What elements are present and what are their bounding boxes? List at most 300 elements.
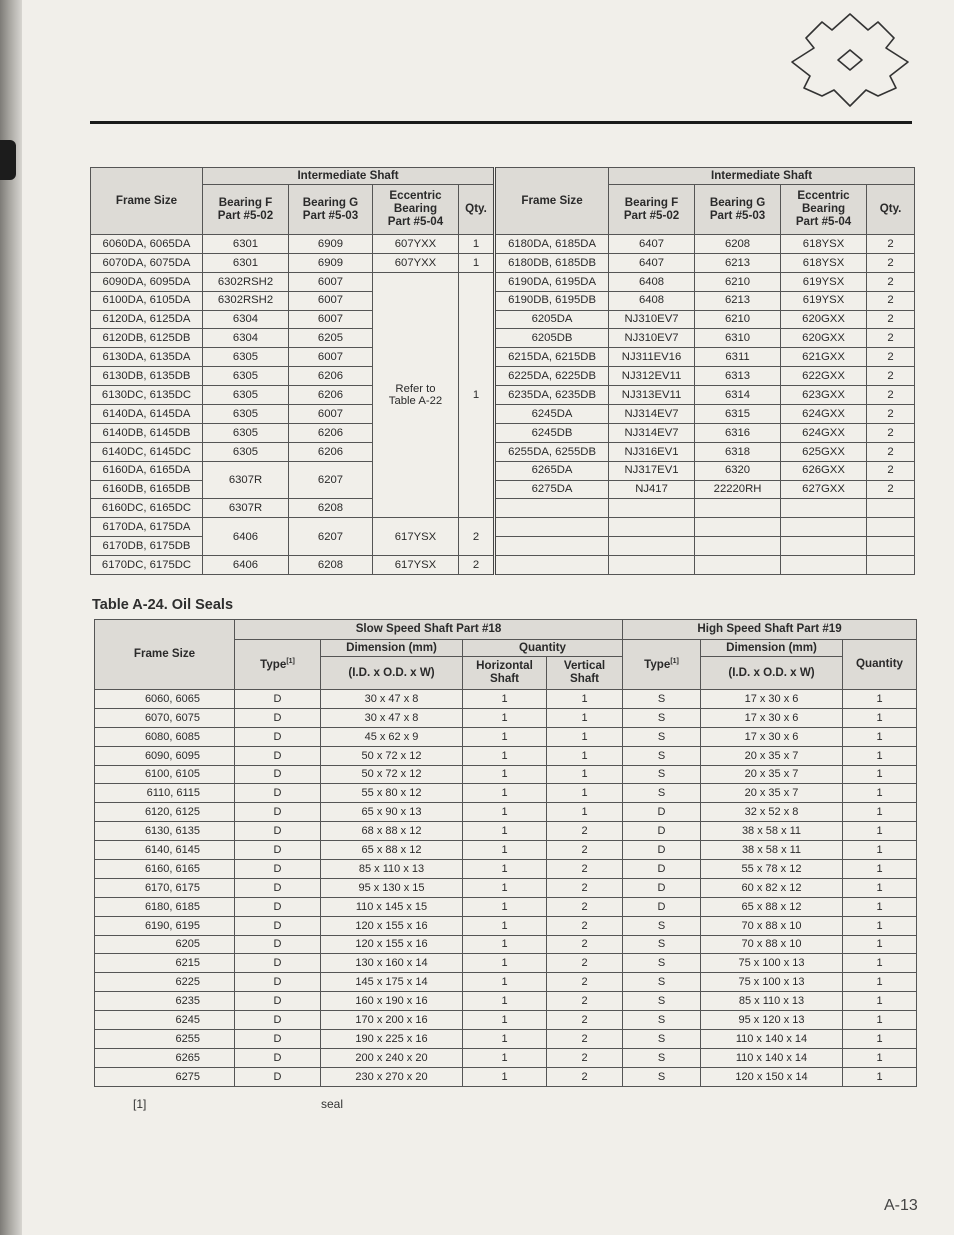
bearing-f-header: Bearing F Part #5-02 xyxy=(203,185,289,235)
slow-type-cell: D xyxy=(235,822,321,841)
eccentric-cell: 617YSX xyxy=(373,556,459,575)
frame-size-cell xyxy=(95,765,235,784)
slow-type-cell: D xyxy=(235,1048,321,1067)
horizontal-qty-cell: 1 xyxy=(463,727,547,746)
frame-size-cell xyxy=(95,746,235,765)
table-row xyxy=(91,556,915,575)
high-qty-cell: 1 xyxy=(843,1048,917,1067)
frame-size-cell: 6275DA xyxy=(495,480,609,499)
frame-size-cell: 6245DB xyxy=(495,423,609,442)
eccentric-cell: 617YSX xyxy=(373,518,459,556)
horizontal-qty-cell: 1 xyxy=(463,897,547,916)
slow-type-cell: D xyxy=(235,746,321,765)
bearing-table xyxy=(90,167,915,575)
frame-size-cell xyxy=(495,556,609,575)
frame-size-cell: 6140DC, 6145DC xyxy=(91,442,203,461)
bearing-g-cell: 6310 xyxy=(695,329,781,348)
bearing-g-cell: 6311 xyxy=(695,348,781,367)
frame-size-cell xyxy=(95,973,235,992)
table-row xyxy=(95,1048,917,1067)
bearing-f-cell: 6302RSH2 xyxy=(203,272,289,291)
slow-dimension-cell: 160 x 190 x 16 xyxy=(321,992,463,1011)
slow-type-cell: D xyxy=(235,954,321,973)
edge-tab xyxy=(0,140,16,180)
high-dimension-cell: 110 x 140 x 14 xyxy=(701,1048,843,1067)
slow-type-cell: D xyxy=(235,690,321,709)
bearing-g-cell: 6208 xyxy=(695,235,781,254)
high-dimension-cell: 20 x 35 x 7 xyxy=(701,784,843,803)
table-row xyxy=(95,1067,917,1086)
horizontal-qty-cell: 1 xyxy=(463,1011,547,1030)
eccentric-cell: 607YXX xyxy=(373,235,459,254)
high-qty-cell: 1 xyxy=(843,1011,917,1030)
high-dimension-cell: 60 x 82 x 12 xyxy=(701,878,843,897)
bearing-f-cell: NJ317EV1 xyxy=(609,461,695,480)
vertical-qty-cell: 2 xyxy=(547,935,623,954)
frame-size-header: Frame Size xyxy=(91,168,203,235)
frame-size-label: 6245 xyxy=(175,1014,200,1027)
slow-dimension-cell: 30 x 47 x 8 xyxy=(321,690,463,709)
bearing-f-cell: 6304 xyxy=(203,329,289,348)
frame-size-cell: 6160DA, 6165DA xyxy=(91,461,203,480)
slow-dimension-cell: 130 x 160 x 14 xyxy=(321,954,463,973)
bearing-g-header: Bearing G Part #5-03 xyxy=(289,185,373,235)
frame-size-cell xyxy=(95,935,235,954)
frame-size-label: 6090, 6095 xyxy=(144,749,200,762)
bearing-g-cell xyxy=(695,518,781,537)
vertical-qty-cell: 2 xyxy=(547,1011,623,1030)
slow-dimension-cell: 145 x 175 x 14 xyxy=(321,973,463,992)
bearing-f-cell: 6305 xyxy=(203,423,289,442)
high-type-cell: S xyxy=(623,746,701,765)
eccentric-cell xyxy=(781,556,867,575)
high-type-cell: D xyxy=(623,822,701,841)
vertical-qty-cell: 2 xyxy=(547,822,623,841)
vertical-qty-cell: 2 xyxy=(547,973,623,992)
qty-cell xyxy=(867,518,915,537)
qty-cell: 2 xyxy=(867,405,915,424)
horizontal-qty-cell: 1 xyxy=(463,690,547,709)
high-type-cell: D xyxy=(623,860,701,879)
table-row xyxy=(95,916,917,935)
vertical-qty-cell: 1 xyxy=(547,727,623,746)
high-dimension-cell: 75 x 100 x 13 xyxy=(701,973,843,992)
frame-size-label: 6060, 6065 xyxy=(144,692,200,705)
horizontal-qty-cell: 1 xyxy=(463,878,547,897)
bearing-g-cell xyxy=(695,556,781,575)
frame-size-cell xyxy=(495,537,609,556)
frame-size-cell: 6130DB, 6135DB xyxy=(91,367,203,386)
eccentric-cell: 622GXX xyxy=(781,367,867,386)
vertical-qty-cell: 2 xyxy=(547,860,623,879)
frame-size-cell: 6120DB, 6125DB xyxy=(91,329,203,348)
slow-type-cell: D xyxy=(235,916,321,935)
slow-type-cell: D xyxy=(235,765,321,784)
slow-type-cell: D xyxy=(235,992,321,1011)
slow-type-cell: D xyxy=(235,1030,321,1049)
vertical-qty-cell: 2 xyxy=(547,841,623,860)
high-dimension-cell: 38 x 58 x 11 xyxy=(701,841,843,860)
bearing-f-cell xyxy=(609,537,695,556)
frame-size-label: 6225 xyxy=(175,976,200,989)
footnote-marker: [1] xyxy=(133,1097,147,1111)
high-speed-shaft-header: High Speed Shaft Part #19 xyxy=(623,620,917,640)
qty-cell: 2 xyxy=(867,310,915,329)
table-row xyxy=(95,746,917,765)
qty-cell: 2 xyxy=(867,367,915,386)
high-dimension-cell: 110 x 140 x 14 xyxy=(701,1030,843,1049)
eccentric-cell xyxy=(781,518,867,537)
high-dimension-cell: 120 x 150 x 14 xyxy=(701,1067,843,1086)
horizontal-qty-cell: 1 xyxy=(463,841,547,860)
bearing-g-cell: 6316 xyxy=(695,423,781,442)
qty-header: Qty. xyxy=(459,185,495,235)
qty-cell: 1 xyxy=(459,272,495,518)
bearing-f-cell: 6307R xyxy=(203,499,289,518)
bearing-g-cell: 6909 xyxy=(289,235,373,254)
bearing-f-cell: NJ316EV1 xyxy=(609,442,695,461)
table-row xyxy=(95,935,917,954)
eccentric-cell: 627GXX xyxy=(781,480,867,499)
bearing-f-cell: 6406 xyxy=(203,518,289,556)
dimension-subheader: (I.D. x O.D. x W) xyxy=(321,657,463,690)
bearing-g-cell: 6007 xyxy=(289,405,373,424)
high-type-cell: S xyxy=(623,1048,701,1067)
bearing-g-cell: 6206 xyxy=(289,442,373,461)
table-row xyxy=(91,405,915,424)
vertical-qty-cell: 1 xyxy=(547,746,623,765)
slow-type-cell: D xyxy=(235,803,321,822)
slow-speed-shaft-header: Slow Speed Shaft Part #18 xyxy=(235,620,623,640)
frame-size-cell: 6265DA xyxy=(495,461,609,480)
table-row xyxy=(95,973,917,992)
high-dimension-cell: 55 x 78 x 12 xyxy=(701,860,843,879)
type-header: Type[1] xyxy=(623,640,701,690)
bearing-g-cell: 6207 xyxy=(289,518,373,556)
bearing-f-cell: 6305 xyxy=(203,348,289,367)
bearing-f-cell: NJ310EV7 xyxy=(609,329,695,348)
qty-cell: 1 xyxy=(459,235,495,254)
high-qty-cell: 1 xyxy=(843,935,917,954)
quantity-header: Quantity xyxy=(843,640,917,690)
qty-cell xyxy=(867,556,915,575)
frame-size-cell: 6100DA, 6105DA xyxy=(91,291,203,310)
frame-size-cell xyxy=(95,992,235,1011)
high-qty-cell: 1 xyxy=(843,803,917,822)
frame-size-header: Frame Size xyxy=(95,620,235,690)
frame-size-cell: 6190DA, 6195DA xyxy=(495,272,609,291)
oil-seals-table xyxy=(94,619,917,1087)
frame-size-cell xyxy=(95,1030,235,1049)
frame-size-label: 6180, 6185 xyxy=(144,900,200,913)
frame-size-cell: 6245DA xyxy=(495,405,609,424)
bearing-f-header: Bearing F Part #5-02 xyxy=(609,185,695,235)
slow-dimension-cell: 85 x 110 x 13 xyxy=(321,860,463,879)
frame-size-label: 6235 xyxy=(175,995,200,1008)
eccentric-cell: 626GXX xyxy=(781,461,867,480)
frame-size-cell xyxy=(95,841,235,860)
bearing-f-cell: 6305 xyxy=(203,367,289,386)
refer-table-text: Table A-22 xyxy=(388,395,443,408)
high-dimension-cell: 70 x 88 x 10 xyxy=(701,935,843,954)
bearing-f-cell: 6304 xyxy=(203,310,289,329)
bearing-g-cell: 6210 xyxy=(695,310,781,329)
table-row xyxy=(95,765,917,784)
bearing-g-header: Bearing G Part #5-03 xyxy=(695,185,781,235)
frame-size-header: Frame Size xyxy=(495,168,609,235)
slow-dimension-cell: 170 x 200 x 16 xyxy=(321,1011,463,1030)
slow-dimension-cell: 190 x 225 x 16 xyxy=(321,1030,463,1049)
slow-dimension-cell: 30 x 47 x 8 xyxy=(321,708,463,727)
bearing-f-cell: 6406 xyxy=(203,556,289,575)
bearing-f-cell: 6407 xyxy=(609,253,695,272)
horizontal-qty-cell: 1 xyxy=(463,765,547,784)
qty-cell: 2 xyxy=(867,329,915,348)
slow-type-cell: D xyxy=(235,784,321,803)
bearing-f-cell: 6307R xyxy=(203,461,289,499)
horizontal-qty-cell: 1 xyxy=(463,1067,547,1086)
bearing-g-cell: 6206 xyxy=(289,423,373,442)
frame-size-cell: 6190DB, 6195DB xyxy=(495,291,609,310)
high-qty-cell: 1 xyxy=(843,954,917,973)
slow-type-cell: D xyxy=(235,973,321,992)
bearing-g-cell: 6213 xyxy=(695,291,781,310)
vertical-shaft-header: Vertical Shaft xyxy=(547,657,623,690)
frame-size-cell xyxy=(95,727,235,746)
slow-dimension-cell: 120 x 155 x 16 xyxy=(321,916,463,935)
high-qty-cell: 1 xyxy=(843,841,917,860)
frame-size-cell: 6180DB, 6185DB xyxy=(495,253,609,272)
frame-size-cell: 6205DA xyxy=(495,310,609,329)
bearing-f-cell: NJ313EV11 xyxy=(609,386,695,405)
table-row xyxy=(91,423,915,442)
frame-size-label: 6160, 6165 xyxy=(144,862,200,875)
logo-icon xyxy=(786,10,914,110)
vertical-qty-cell: 1 xyxy=(547,690,623,709)
high-type-cell: S xyxy=(623,690,701,709)
slow-type-cell: D xyxy=(235,897,321,916)
qty-cell: 2 xyxy=(867,480,915,499)
horizontal-qty-cell: 1 xyxy=(463,1030,547,1049)
high-type-cell: D xyxy=(623,897,701,916)
frame-size-cell xyxy=(95,878,235,897)
frame-size-cell xyxy=(95,1011,235,1030)
qty-cell: 2 xyxy=(867,423,915,442)
eccentric-cell: 621GXX xyxy=(781,348,867,367)
qty-cell: 2 xyxy=(867,348,915,367)
eccentric-cell: 624GXX xyxy=(781,423,867,442)
table-row xyxy=(95,803,917,822)
frame-size-cell: 6180DA, 6185DA xyxy=(495,235,609,254)
slow-dimension-cell: 110 x 145 x 15 xyxy=(321,897,463,916)
oil-seals-title: Table A-24. Oil Seals xyxy=(92,597,234,613)
high-dimension-cell: 20 x 35 x 7 xyxy=(701,746,843,765)
horizontal-qty-cell: 1 xyxy=(463,992,547,1011)
bearing-g-cell: 6320 xyxy=(695,461,781,480)
qty-cell: 2 xyxy=(459,556,495,575)
dimension-header: Dimension (mm) xyxy=(701,640,843,657)
table-row xyxy=(95,954,917,973)
frame-size-cell xyxy=(95,916,235,935)
type-header: Type[1] xyxy=(235,640,321,690)
frame-size-label: 6110, 6115 xyxy=(146,787,200,800)
bearing-f-cell: 6408 xyxy=(609,291,695,310)
horizontal-qty-cell: 1 xyxy=(463,708,547,727)
bearing-f-cell: 6305 xyxy=(203,442,289,461)
frame-size-label: 6130, 6135 xyxy=(144,825,200,838)
high-qty-cell: 1 xyxy=(843,708,917,727)
frame-size-cell: 6160DB, 6165DB xyxy=(91,480,203,499)
bearing-f-cell: 6302RSH2 xyxy=(203,291,289,310)
footnote-text: seal xyxy=(321,1097,344,1111)
eccentric-cell: 620GXX xyxy=(781,329,867,348)
high-dimension-cell: 70 x 88 x 10 xyxy=(701,916,843,935)
eccentric-cell xyxy=(781,537,867,556)
bearing-f-cell: NJ311EV16 xyxy=(609,348,695,367)
bearing-f-cell: NJ314EV7 xyxy=(609,423,695,442)
high-dimension-cell: 17 x 30 x 6 xyxy=(701,690,843,709)
frame-size-cell xyxy=(95,1067,235,1086)
high-type-cell: S xyxy=(623,992,701,1011)
qty-cell: 2 xyxy=(867,272,915,291)
frame-size-cell: 6170DA, 6175DA xyxy=(91,518,203,537)
frame-size-cell xyxy=(95,708,235,727)
bearing-g-cell: 6315 xyxy=(695,405,781,424)
table-row xyxy=(95,878,917,897)
high-dimension-cell: 32 x 52 x 8 xyxy=(701,803,843,822)
dimension-header: Dimension (mm) xyxy=(321,640,463,657)
frame-size-cell: 6170DB, 6175DB xyxy=(91,537,203,556)
high-type-cell: D xyxy=(623,841,701,860)
table-row xyxy=(95,822,917,841)
frame-size-label: 6190, 6195 xyxy=(144,919,200,932)
frame-size-cell: 6205DB xyxy=(495,329,609,348)
table-row xyxy=(91,329,915,348)
frame-size-label: 6265 xyxy=(175,1051,200,1064)
slow-dimension-cell: 68 x 88 x 12 xyxy=(321,822,463,841)
table-row xyxy=(91,272,915,291)
vertical-qty-cell: 1 xyxy=(547,803,623,822)
bearing-f-cell: 6407 xyxy=(609,235,695,254)
bearing-f-cell: NJ312EV11 xyxy=(609,367,695,386)
frame-size-cell: 6225DA, 6225DB xyxy=(495,367,609,386)
bearing-g-cell: 6909 xyxy=(289,253,373,272)
high-qty-cell: 1 xyxy=(843,973,917,992)
table-row xyxy=(95,841,917,860)
high-dimension-cell: 20 x 35 x 7 xyxy=(701,765,843,784)
high-type-cell: S xyxy=(623,1030,701,1049)
table-row xyxy=(95,1011,917,1030)
frame-size-cell: 6130DC, 6135DC xyxy=(91,386,203,405)
slow-type-cell: D xyxy=(235,878,321,897)
vertical-qty-cell: 2 xyxy=(547,878,623,897)
high-qty-cell: 1 xyxy=(843,727,917,746)
qty-cell: 2 xyxy=(867,386,915,405)
frame-size-cell xyxy=(95,822,235,841)
high-qty-cell: 1 xyxy=(843,746,917,765)
horizontal-qty-cell: 1 xyxy=(463,822,547,841)
frame-size-cell: 6215DA, 6215DB xyxy=(495,348,609,367)
vertical-qty-cell: 2 xyxy=(547,1048,623,1067)
high-type-cell: S xyxy=(623,954,701,973)
high-type-cell: S xyxy=(623,1067,701,1086)
table-row xyxy=(95,708,917,727)
high-type-cell: D xyxy=(623,878,701,897)
intermediate-shaft-header: Intermediate Shaft xyxy=(203,168,495,185)
header-rule xyxy=(90,121,912,124)
table-row xyxy=(91,367,915,386)
vertical-qty-cell: 2 xyxy=(547,992,623,1011)
high-type-cell: S xyxy=(623,727,701,746)
table-row xyxy=(95,992,917,1011)
high-dimension-cell: 75 x 100 x 13 xyxy=(701,954,843,973)
table-row xyxy=(95,897,917,916)
bearing-g-cell: 6206 xyxy=(289,367,373,386)
high-qty-cell: 1 xyxy=(843,690,917,709)
high-dimension-cell: 65 x 88 x 12 xyxy=(701,897,843,916)
frame-size-cell: 6120DA, 6125DA xyxy=(91,310,203,329)
high-type-cell: S xyxy=(623,973,701,992)
vertical-qty-cell: 1 xyxy=(547,708,623,727)
frame-size-label: 6070, 6075 xyxy=(144,711,200,724)
slow-dimension-cell: 50 x 72 x 12 xyxy=(321,765,463,784)
table-row xyxy=(95,1030,917,1049)
slow-dimension-cell: 230 x 270 x 20 xyxy=(321,1067,463,1086)
horizontal-qty-cell: 1 xyxy=(463,784,547,803)
bearing-g-cell: 6208 xyxy=(289,556,373,575)
eccentric-bearing-header: Eccentric Bearing Part #5-04 xyxy=(373,185,459,235)
table-row xyxy=(91,518,915,537)
qty-cell: 2 xyxy=(867,442,915,461)
high-dimension-cell: 17 x 30 x 6 xyxy=(701,708,843,727)
slow-dimension-cell: 45 x 62 x 9 xyxy=(321,727,463,746)
high-type-cell: S xyxy=(623,784,701,803)
bearing-f-cell: NJ417 xyxy=(609,480,695,499)
vertical-qty-cell: 1 xyxy=(547,784,623,803)
slow-type-cell: D xyxy=(235,935,321,954)
frame-size-label: 6140, 6145 xyxy=(144,844,200,857)
slow-dimension-cell: 65 x 88 x 12 xyxy=(321,841,463,860)
table-row xyxy=(91,348,915,367)
high-dimension-cell: 95 x 120 x 13 xyxy=(701,1011,843,1030)
high-type-cell: S xyxy=(623,708,701,727)
frame-size-cell xyxy=(495,518,609,537)
bearing-g-cell: 6318 xyxy=(695,442,781,461)
table-row xyxy=(95,784,917,803)
slow-dimension-cell: 120 x 155 x 16 xyxy=(321,935,463,954)
bearing-g-cell: 6206 xyxy=(289,386,373,405)
bearing-f-cell: NJ314EV7 xyxy=(609,405,695,424)
eccentric-cell xyxy=(781,499,867,518)
bearing-f-cell: 6301 xyxy=(203,253,289,272)
high-type-cell: S xyxy=(623,935,701,954)
frame-size-cell: 6140DA, 6145DA xyxy=(91,405,203,424)
bearing-f-cell: 6408 xyxy=(609,272,695,291)
high-qty-cell: 1 xyxy=(843,1030,917,1049)
high-qty-cell: 1 xyxy=(843,860,917,879)
table-row xyxy=(91,386,915,405)
qty-cell: 2 xyxy=(867,461,915,480)
eccentric-cell: 607YXX xyxy=(373,253,459,272)
frame-size-cell xyxy=(495,499,609,518)
frame-size-cell xyxy=(95,784,235,803)
vertical-qty-cell: 2 xyxy=(547,916,623,935)
eccentric-cell: 619YSX xyxy=(781,291,867,310)
slow-type-cell: D xyxy=(235,860,321,879)
slow-type-cell: D xyxy=(235,727,321,746)
quantity-header: Quantity xyxy=(463,640,623,657)
high-qty-cell: 1 xyxy=(843,822,917,841)
